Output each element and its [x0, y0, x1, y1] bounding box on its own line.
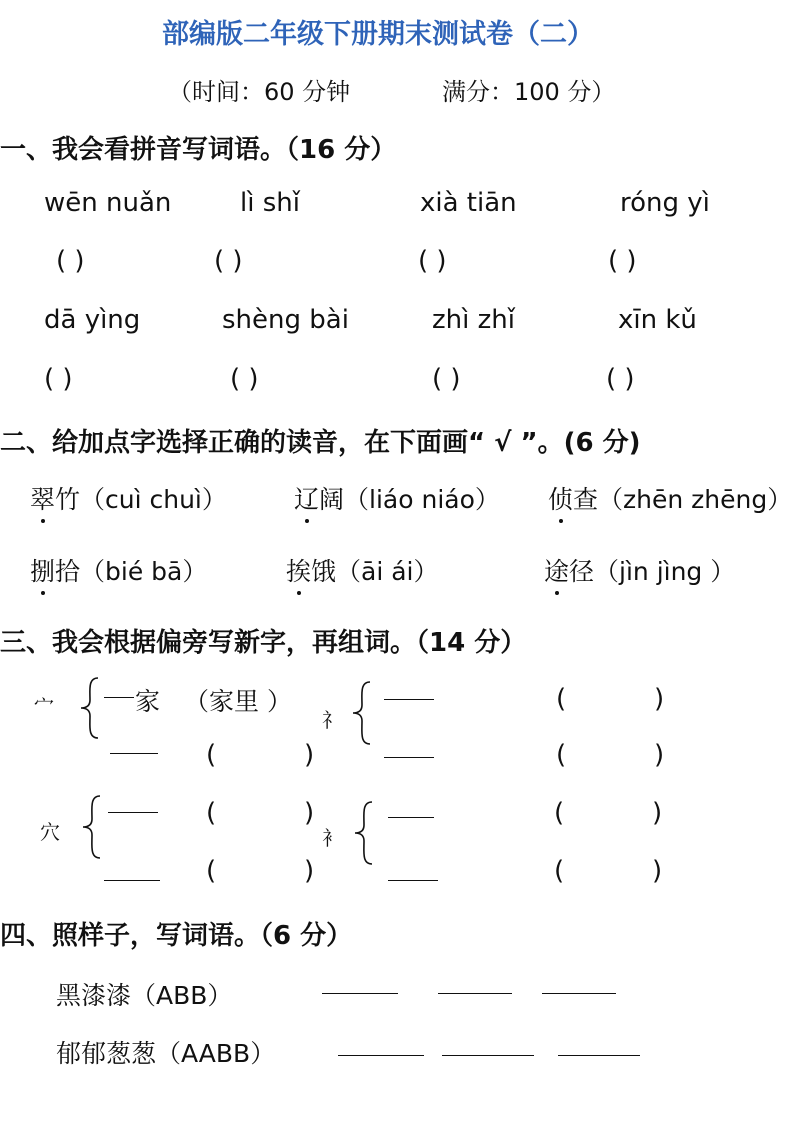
example-row-abb: 黑漆漆（ABB） — [56, 981, 233, 1010]
char-blank-line[interactable] — [110, 753, 158, 754]
word-blank-line[interactable] — [338, 1055, 424, 1056]
char-blank-line[interactable] — [384, 757, 434, 758]
radical-yi: 衤 — [322, 826, 342, 850]
pinyin-2: lì shǐ — [240, 188, 300, 218]
brace-icon — [78, 676, 100, 740]
char-blank-line[interactable] — [384, 699, 434, 700]
section3-heading: 三、我会根据偏旁写新字，再组词。（14 分） — [0, 628, 527, 658]
char-blank-line[interactable] — [104, 697, 134, 698]
choice-options[interactable]: 查（zhēn zhēng） — [573, 485, 793, 514]
pinyin-3: xià tiān — [420, 188, 517, 218]
char-blank-line[interactable] — [108, 812, 158, 813]
exam-score: 满分：100 分） — [442, 78, 616, 106]
radical-shi: 礻 — [322, 708, 342, 732]
dotted-char: 挨 — [286, 552, 311, 588]
pinyin-6: shèng bài — [222, 305, 349, 335]
choice-item-3 — [548, 480, 792, 516]
choice-item-1 — [30, 480, 227, 516]
answer-blank-8[interactable]: ( ) — [606, 364, 635, 394]
pinyin-7: zhì zhǐ — [432, 305, 515, 335]
word-open-paren: ( — [554, 856, 565, 886]
answer-blank-6[interactable]: ( ) — [230, 364, 259, 394]
word-close-paren: ) — [652, 856, 663, 886]
word-open-paren: ( — [556, 740, 567, 770]
dotted-char: 侦 — [548, 480, 573, 516]
answer-blank-3[interactable]: ( ) — [418, 246, 447, 276]
choice-options[interactable]: 阔（liáo niáo） — [319, 485, 500, 514]
choice-options[interactable]: 饿（āi ái） — [311, 557, 439, 586]
answer-blank-7[interactable]: ( ) — [432, 364, 461, 394]
answer-blank-5[interactable]: ( ) — [44, 364, 73, 394]
answer-blank-1[interactable]: ( ) — [56, 246, 85, 276]
choice-options[interactable]: 拾（bié bā） — [55, 557, 208, 586]
pinyin-1: wēn nuǎn — [44, 188, 172, 218]
exam-time: （时间：60 分钟 — [168, 78, 351, 106]
choice-options[interactable]: 竹（cuì chuì） — [55, 485, 227, 514]
word-blank-line[interactable] — [322, 993, 398, 994]
word-close-paren: ) — [654, 740, 665, 770]
word-open-paren: ( — [554, 798, 565, 828]
radical-xue: 穴 — [40, 820, 60, 844]
word-blank-line[interactable] — [442, 1055, 534, 1056]
section1-heading: 一、我会看拼音写词语。（16 分） — [0, 135, 397, 165]
word-close-paren: ) — [652, 798, 663, 828]
brace-icon — [352, 800, 374, 866]
answer-blank-2[interactable]: ( ) — [214, 246, 243, 276]
word-close-paren: ) — [304, 798, 315, 828]
dotted-char: 捌 — [30, 552, 55, 588]
answer-blank-4[interactable]: ( ) — [608, 246, 637, 276]
choice-item-2 — [294, 480, 500, 516]
word-blank-line[interactable] — [542, 993, 616, 994]
char-blank-line[interactable] — [388, 817, 434, 818]
word-close-paren: ) — [304, 856, 315, 886]
choice-item-5 — [286, 552, 439, 588]
char-blank-line[interactable] — [388, 880, 438, 881]
word-blank-line[interactable] — [558, 1055, 640, 1056]
word-close-paren: ) — [654, 684, 665, 714]
word-open-paren: ( — [206, 740, 217, 770]
choice-options[interactable]: 径（jìn jìng ） — [569, 557, 736, 586]
pinyin-4: róng yì — [620, 188, 710, 218]
brace-icon — [350, 680, 372, 746]
radical-mian: 宀 — [34, 694, 54, 718]
example-row-aabb: 郁郁葱葱（AABB） — [56, 1039, 276, 1068]
brace-icon — [80, 794, 102, 860]
pinyin-5: dā yìng — [44, 305, 141, 335]
section4-heading: 四、照样子，写词语。（6 分） — [0, 921, 353, 951]
dotted-char: 翠 — [30, 480, 55, 516]
choice-item-4 — [30, 552, 207, 588]
example-word: （家里 ） — [184, 687, 292, 716]
choice-item-6 — [544, 552, 735, 588]
section2-heading: 二、给加点字选择正确的读音，在下面画“ √ ”。(6 分) — [0, 428, 641, 458]
example-char: 家 — [135, 687, 161, 716]
dotted-char: 辽 — [294, 480, 319, 516]
word-blank-line[interactable] — [438, 993, 512, 994]
dotted-char: 途 — [544, 552, 569, 588]
pinyin-8: xīn kǔ — [618, 305, 697, 335]
word-open-paren: ( — [206, 798, 217, 828]
page-title: 部编版二年级下册期末测试卷（二） — [162, 19, 594, 50]
char-blank-line[interactable] — [104, 880, 160, 881]
word-open-paren: ( — [556, 684, 567, 714]
word-close-paren: ) — [304, 740, 315, 770]
word-open-paren: ( — [206, 856, 217, 886]
